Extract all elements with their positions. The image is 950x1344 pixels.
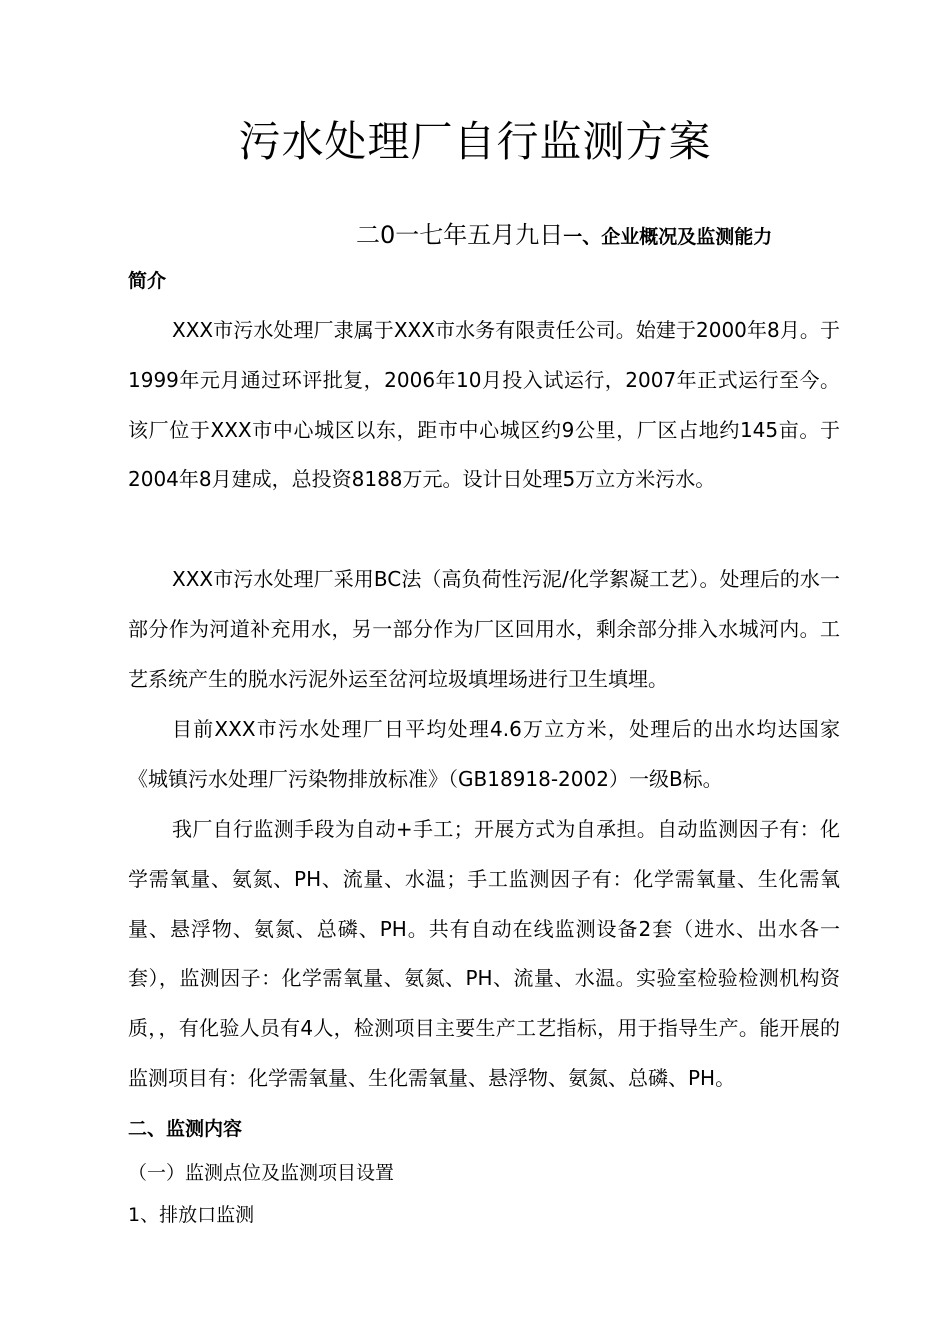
paragraph-process: XXX市污水处理厂采用BC法（高负荷性污泥/化学絮凝工艺）。处理后的水一部分作为河道补充用水，另一部分作为厂区回用水，剩余部分排入水城河内。工艺系统产生的脱水污泥外运至岔河垃圾填埋场进行卫生填埋。 (128, 567, 840, 691)
section1-heading-continuation: 简介 (128, 270, 167, 292)
subsection-heading: （一）监测点位及监测项目设置 (128, 1162, 395, 1184)
date-and-section-heading (356, 218, 772, 254)
section2-heading: 二、监测内容 (128, 1118, 243, 1140)
document-title: 污水处理厂自行监测方案 (238, 117, 712, 166)
paragraph-overview: XXX市污水处理厂隶属于XXX市水务有限责任公司。始建于2000年8月。于1999年元月通过环评批复，2006年10月投入试运行，2007年正式运行至今。该厂位于XXX市中心城区以东，距市中心城区约9公里，厂区占地约145亩。于2004年8月建成，总投资8188万元。设计日处理5万立方米污水。 (128, 318, 840, 492)
section1-heading: 一、企业概况及监测能力 (563, 226, 773, 248)
paragraph-monitoring: 我厂自行监测手段为自动+手工；开展方式为自承担。自动监测因子有：化学需氧量、氨氮、PH、流量、水温；手工监测因子有：化学需氧量、生化需氧量、悬浮物、氨氮、总磷、PH。共有自动在线监测设备2套（进水、出水各一套），监测因子：化学需氧量、氨氮、PH、流量、水温。实验室检验检测机构资质，，有化验人员有4人，检测项目主要生产工艺指标，用于指导生产。能开展的监测项目有：化学需氧量、生化需氧量、悬浮物、氨氮、总磷、PH。 (128, 817, 840, 1090)
document-date: 二0一七年五月九日 (356, 221, 564, 249)
item-heading: 1、排放口监测 (128, 1204, 255, 1226)
paragraph-capacity: 目前XXX市污水处理厂日平均处理4.6万立方米，处理后的出水均达国家《城镇污水处理厂污染物排放标准》（GB18918-2002）一级B标。 (128, 717, 840, 791)
